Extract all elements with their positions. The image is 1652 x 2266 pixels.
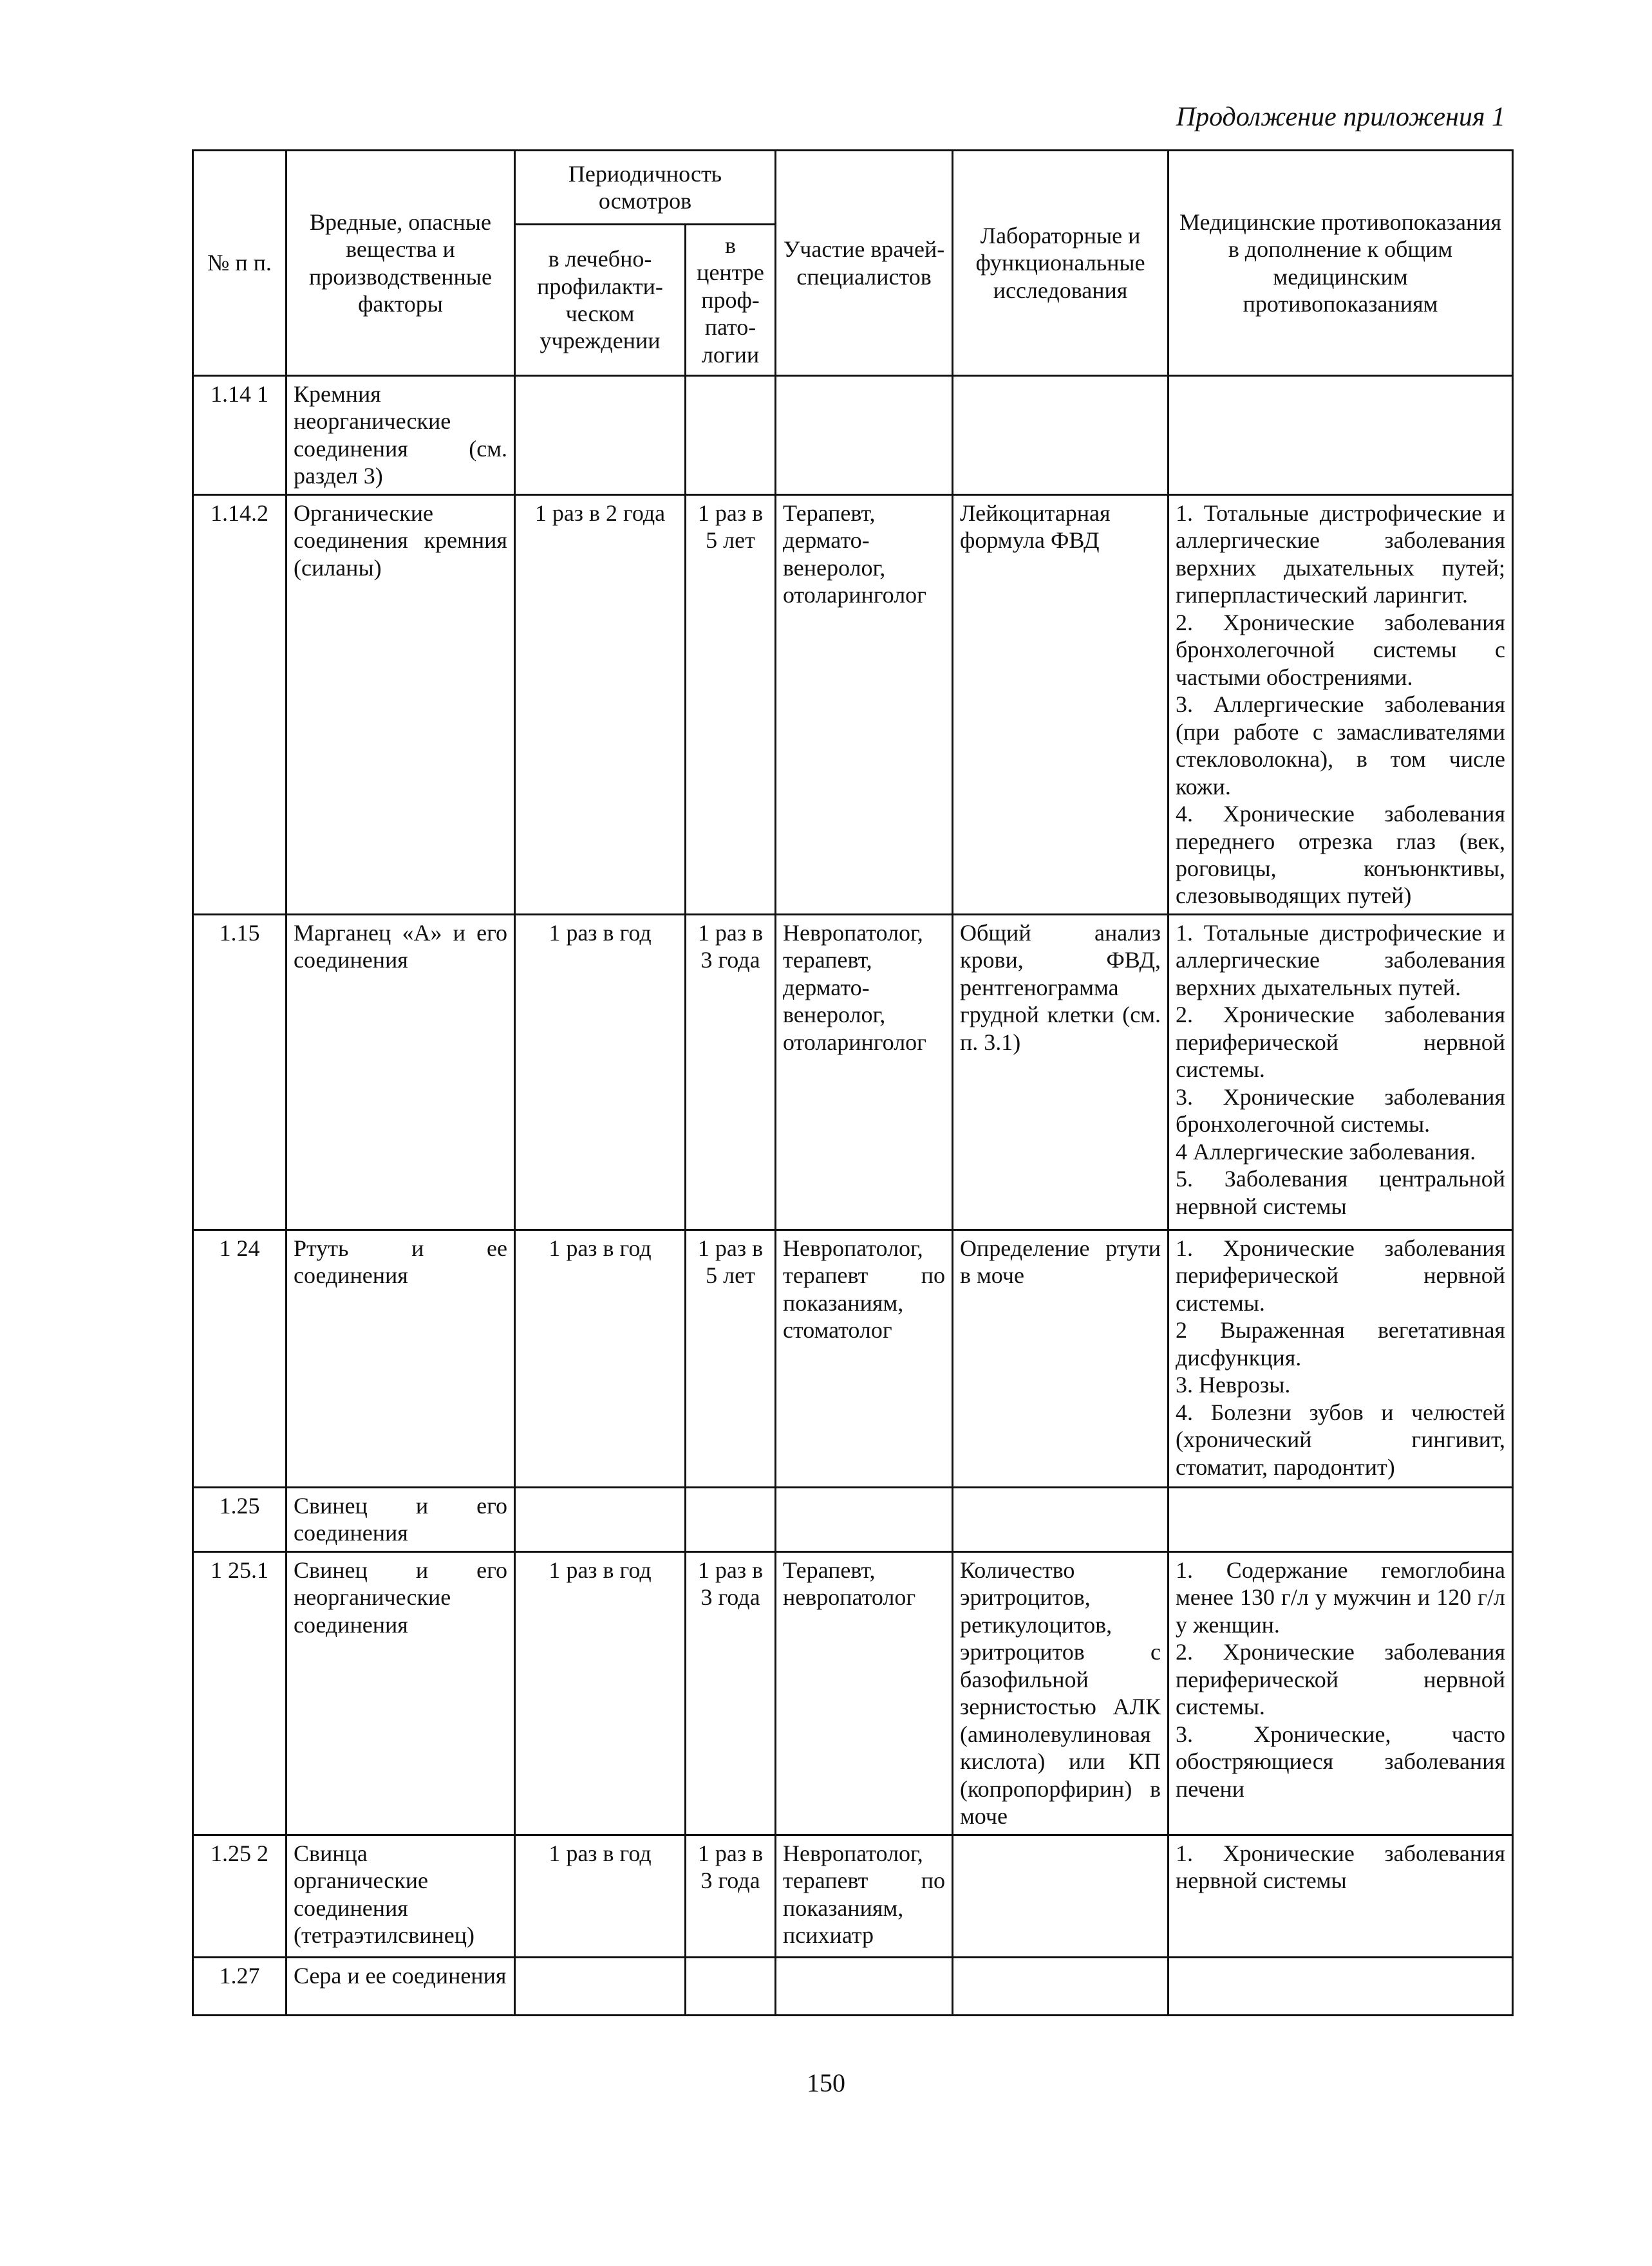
contraindication-item: 3. Аллергические заболевания (при работе с замасливателями стекловолокна), в том числе кожи. [1176,691,1506,800]
table-row [193,494,1513,914]
contraindication-item: 4 Аллергические заболевания. [1176,1138,1476,1165]
cell-factor: Свинец и его соединения [286,1487,515,1551]
cell-periodicity-lpu: 1 раз в год [515,1551,686,1835]
cell-periodicity-center: 1 раз в 3 года [686,1835,776,1957]
cell-contraindications [1169,1230,1513,1487]
table-body [193,376,1513,2016]
cell-factor: Сера и ее соединения [286,1957,515,2015]
header-periodicity: Периодичность осмотров [515,151,776,225]
cell-contraindications [1169,1835,1513,1957]
cell-periodicity-center: 1 раз в 5 лет [686,494,776,914]
cell-factor: Ртуть и ее соединения [286,1230,515,1487]
cell-num: 1 25.1 [193,1551,286,1835]
header-specialists: Участие врачей-специалистов [776,151,953,376]
cell-periodicity-center: 1 раз в 3 года [686,1551,776,1835]
cell-lab: Лейкоцитарная формула ФВД [953,494,1169,914]
table-row [193,1835,1513,1957]
cell-lab: Определение ртути в моче [953,1230,1169,1487]
header-num: № п п. [193,151,286,376]
contraindication-item: 1. Тотальные дистрофические и аллергические заболевания верхних дыхательных путей; гиперпластический ларингит. [1176,500,1506,608]
cell-factor: Свинец и его неорганические соединения [286,1551,515,1835]
cell-periodicity-center: 1 раз в 5 лет [686,1230,776,1487]
cell-num: 1.25 2 [193,1835,286,1957]
contraindication-item: 2. Хронические заболевания бронхолегочной системы с частыми обострениями. [1176,609,1506,690]
cell-periodicity-lpu: 1 раз в год [515,1230,686,1487]
header-factors: Вредные, опасные вещества и производственные факторы [286,151,515,376]
cell-num: 1.15 [193,914,286,1230]
contraindication-item: 4. Хронические заболевания переднего отрезка глаз (век, роговицы, конъюнктивы, слезовыводящих путей) [1176,801,1506,909]
cell-num: 1.14.2 [193,494,286,914]
cell-lab [953,1487,1169,1551]
header-lab: Лабораторные и функциональные исследования [953,151,1169,376]
contraindication-item: 1. Тотальные дистрофические и аллергические заболевания верхних дыхательных путей. [1176,919,1506,1000]
table-row [193,1230,1513,1487]
cell-periodicity-lpu [515,1487,686,1551]
cell-lab: Количество эритроцитов, ретикулоцитов, эритроцитов с базофильной зернистостью АЛК (аминолевулиновая кислота) или КП (копропорфирин) в моче [953,1551,1169,1835]
cell-contraindications [1169,914,1513,1230]
header-contra: Медицинские противопоказания в дополнение к общим медицинским противопоказаниям [1169,151,1513,376]
header-periodicity-center: в центре проф-пато-логии [686,225,776,376]
contraindication-item: 3. Неврозы. [1176,1372,1291,1398]
cell-periodicity-center [686,1957,776,2015]
cell-factor: Свинца органические соединения (тетраэтилсвинец) [286,1835,515,1957]
cell-periodicity-lpu [515,376,686,495]
cell-num: 1.25 [193,1487,286,1551]
cell-specialists [776,1957,953,2015]
contraindication-item: 2. Хронические заболевания периферической нервной системы. [1176,1002,1506,1083]
contraindication-item: 3. Хронические заболевания бронхолегочной системы. [1176,1083,1506,1138]
contraindication-item: 1. Содержание гемоглобина менее 130 г/л у мужчин и 120 г/л у женщин. [1176,1557,1506,1638]
cell-specialists: Невропатолог, терапевт по показаниям, психиатр [776,1835,953,1957]
page-header: Продолжение приложения 1 [1176,102,1505,132]
table-row [193,1487,1513,1551]
cell-factor: Марганец «А» и его соединения [286,914,515,1230]
contraindication-item: 5. Заболевания центральной нервной системы [1176,1166,1506,1219]
cell-lab [953,1835,1169,1957]
contraindication-item: 1. Хронические заболевания периферической нервной системы. [1176,1235,1506,1316]
cell-contraindications [1169,1551,1513,1835]
cell-contraindications [1169,1957,1513,2015]
contraindication-item: 1. Хронические заболевания нервной системы [1176,1840,1506,1894]
cell-specialists: Невропатолог, терапевт по показаниям, стоматолог [776,1230,953,1487]
page-number: 150 [807,2068,845,2097]
cell-specialists: Невропатолог, терапевт, дермато-венеролог, отоларинголог [776,914,953,1230]
table-row [193,914,1513,1230]
cell-periodicity-center [686,376,776,495]
cell-num: 1 24 [193,1230,286,1487]
cell-specialists [776,376,953,495]
contraindication-item: 4. Болезни зубов и челюстей (хронический гингивит, стоматит, пародонтит) [1176,1399,1506,1480]
cell-periodicity-lpu: 1 раз в 2 года [515,494,686,914]
header-periodicity-lpu: в лечебно-профилакти-ческом учреждении [515,225,686,376]
cell-periodicity-center: 1 раз в 3 года [686,914,776,1230]
table-row [193,1957,1513,2015]
cell-lab [953,1957,1169,2015]
contraindication-item: 3. Хронические, часто обостряющиеся заболевания печени [1176,1721,1506,1802]
cell-lab [953,376,1169,495]
cell-lab: Общий анализ крови, ФВД, рентгенограмма грудной клетки (см. п. 3.1) [953,914,1169,1230]
cell-specialists: Терапевт, невропатолог [776,1551,953,1835]
cell-contraindications [1169,1487,1513,1551]
cell-periodicity-center [686,1487,776,1551]
cell-num: 1.27 [193,1957,286,2015]
table-row [193,1551,1513,1835]
table-row [193,376,1513,495]
contraindication-item: 2 Выраженная вегетативная дисфункция. [1176,1317,1506,1371]
cell-factor: Органические соединения кремния (силаны) [286,494,515,914]
cell-periodicity-lpu: 1 раз в год [515,1835,686,1957]
cell-contraindications [1169,376,1513,495]
cell-specialists: Терапевт, дермато-венеролог, отоларинголог [776,494,953,914]
cell-periodicity-lpu: 1 раз в год [515,914,686,1230]
cell-specialists [776,1487,953,1551]
cell-factor: Кремния неорганические соединения (см. раздел 3) [286,376,515,495]
cell-periodicity-lpu [515,1957,686,2015]
contraindication-item: 2. Хронические заболевания периферической нервной системы. [1176,1639,1506,1720]
requirements-table [192,149,1514,2016]
cell-num: 1.14 1 [193,376,286,495]
cell-contraindications [1169,494,1513,914]
